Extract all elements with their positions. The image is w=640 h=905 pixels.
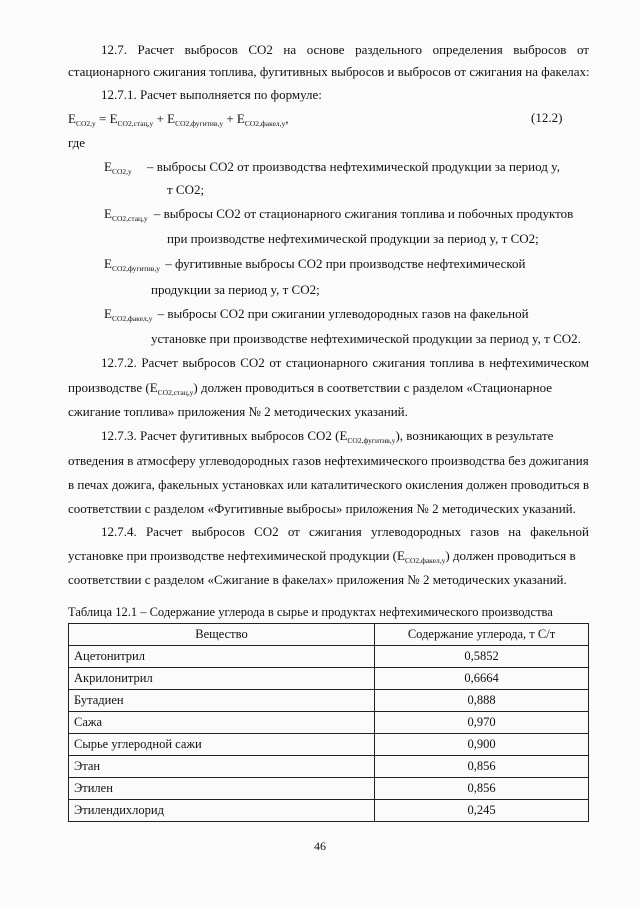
- carbon-value-cell: 0,5852: [375, 646, 589, 668]
- definition-item: $E_{CO2,фугитив,y}$ – фугитивные выбросы CO2 при производстве нефтехимической: [104, 256, 526, 273]
- carbon-value-cell: 0,856: [375, 756, 589, 778]
- substance-cell: Этилендихлорид: [69, 800, 375, 822]
- substance-cell: Акрилонитрил: [69, 668, 375, 690]
- paragraph-12-7-3-line3: в печах дожига, факельных установках или каталитического окисления должен проводиться в: [68, 477, 590, 492]
- paragraph-12-7-2-line1: 12.7.2. Расчет выбросов CO2 от стационарного сжигания топлива в нефтехимическом: [101, 355, 589, 370]
- page-number: 46: [314, 839, 326, 853]
- substance-cell: Бутадиен: [69, 690, 375, 712]
- section-heading-line2: стационарного сжигания топлива, фугитивных выбросов и выбросов от сжигания на факелах:: [68, 64, 590, 79]
- section-heading-line1: 12.7. Расчет выбросов CO2 на основе раздельного определения выбросов от: [101, 42, 589, 57]
- table-row: [69, 800, 589, 822]
- substance-cell: Этан: [69, 756, 375, 778]
- definition-item: $E_{CO2,y}$ – выбросы CO2 от производства нефтехимической продукции за период y,: [104, 159, 561, 176]
- table-row: [69, 734, 589, 756]
- formula-12-2: $E_{CO2,y} = E_{CO2,стац,y} + E_{CO2,фугитив,y} + E_{CO2,факел,y}$,: [68, 111, 289, 128]
- carbon-value-cell: 0,888: [375, 690, 589, 712]
- carbon-value-cell: 0,970: [375, 712, 589, 734]
- table-row: [69, 646, 589, 668]
- paragraph-12-7-3-line2: отведения в атмосферу углеводородных газов нефтехимического производства без дожигания: [68, 453, 589, 468]
- definition-item: $E_{CO2,факел,y}$ – выбросы CO2 при сжигании углеводородных газов на факельной: [104, 306, 529, 323]
- paragraph-12-7-2-line3: сжигание топлива» приложения № 2 методических указаний.: [68, 404, 408, 419]
- substance-cell: Ацетонитрил: [69, 646, 375, 668]
- formula-number: (12.2): [531, 110, 563, 125]
- paragraph-12-7-3-line4: соответствии с разделом «Фугитивные выбросы» приложения № 2 методических указаний.: [68, 501, 576, 516]
- carbon-value-cell: 0,245: [375, 800, 589, 822]
- paragraph-12-7-1: 12.7.1. Расчет выполняется по формуле:: [101, 87, 322, 102]
- paragraph-12-7-3-line1: 12.7.3. Расчет фугитивных выбросов CO2 $(E_{CO2,фугитив,y})$, возникающих в результате: [101, 428, 554, 445]
- substance-cell: Сажа: [69, 712, 375, 734]
- paragraph-12-7-4-line1: 12.7.4. Расчет выбросов CO2 от сжигания углеводородных газов на факельной: [101, 524, 589, 539]
- column-header-substance: Вещество: [69, 624, 375, 646]
- substance-cell: Этилен: [69, 778, 375, 800]
- paragraph-12-7-4-line2: установке при производстве нефтехимической продукции $(E_{CO2,факел,y})$ должен проводиться в: [68, 548, 576, 565]
- definition-continuation: т CO2;: [167, 182, 205, 197]
- table-row: [69, 778, 589, 800]
- table-row: [69, 712, 589, 734]
- table-header-row: [69, 624, 589, 646]
- table-row: [69, 756, 589, 778]
- paragraph-12-7-2-line2: производстве $(E_{CO2,стац,y})$ должен проводиться в соответствии с разделом «Стационарное: [68, 380, 553, 397]
- column-header-carbon-content: Содержание углерода, т C/т: [375, 624, 589, 646]
- carbon-content-table: [68, 623, 589, 822]
- table-row: [69, 668, 589, 690]
- table-caption: Таблица 12.1 – Содержание углерода в сырье и продуктах нефтехимического производства: [68, 605, 553, 619]
- definition-continuation: продукции за период y, т CO2;: [151, 282, 320, 297]
- definition-item: $E_{CO2,стац,y}$ – выбросы CO2 от стационарного сжигания топлива и побочных продуктов: [104, 206, 574, 223]
- table-row: [69, 690, 589, 712]
- carbon-value-cell: 0,6664: [375, 668, 589, 690]
- substance-cell: Сырье углеродной сажи: [69, 734, 375, 756]
- carbon-value-cell: 0,900: [375, 734, 589, 756]
- paragraph-12-7-4-line3: соответствии с разделом «Сжигание в факелах» приложения № 2 методических указаний.: [68, 572, 567, 587]
- where-label: где: [68, 135, 86, 150]
- definition-continuation: при производстве нефтехимической продукции за период y, т CO2;: [167, 231, 539, 246]
- carbon-value-cell: 0,856: [375, 778, 589, 800]
- definition-continuation: установке при производстве нефтехимической продукции за период y, т CO2.: [151, 331, 581, 346]
